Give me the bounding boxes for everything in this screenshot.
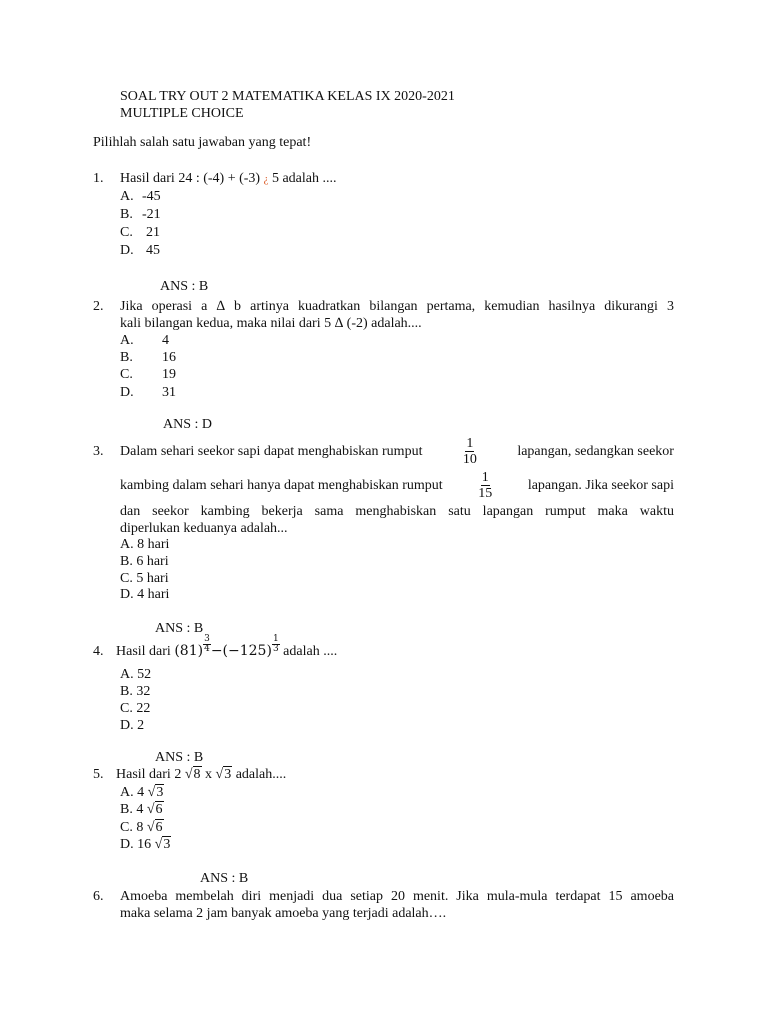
q5-option-b: B. 4 √6 <box>120 802 163 817</box>
q5-number: 5. <box>93 767 104 782</box>
q2-option-c-value: 19 <box>162 367 176 382</box>
q6-line-1: Amoeba membelah diri menjadi dua setiap 20 menit. Jika mula-mula terdapat 15 amoeba <box>120 889 674 904</box>
q1-text: Hasil dari 24 : (-4) + (-3) ¿ 5 adalah .... <box>120 171 337 186</box>
q1-option-a-value: -45 <box>142 189 161 204</box>
q5-option-a: A. 4 √3 <box>120 785 164 800</box>
q2-text <box>120 298 674 332</box>
instruction-text: Pilihlah salah satu jawaban yang tepat! <box>93 135 312 150</box>
document-subtitle: MULTIPLE CHOICE <box>120 106 244 121</box>
q1-option-c: C. <box>120 225 133 240</box>
q1-number: 1. <box>93 171 104 186</box>
q2-option-d-value: 31 <box>162 385 176 400</box>
q4-expression: (81) $\frac{3}{4}$ −(−125) $\frac{1}{3}$ <box>174 634 279 659</box>
q3-option-a: A. 8 hari <box>120 537 170 552</box>
q5-sqrt-1: √8 <box>184 767 201 782</box>
q2-option-d: D. <box>120 385 134 400</box>
q3-line-2: kambing dalam sehari hanya dapat menghabiskan rumput $\frac{1}{15}$ lapangan. Jika seekor sapi <box>120 469 674 501</box>
q2-answer: ANS : D <box>163 417 213 432</box>
q3-option-d: D. 4 hari <box>120 587 170 602</box>
q2-line-2: kali bilangan kedua, maka nilai dari 5 ∆ (-2) adalah.... <box>120 316 422 331</box>
q3-option-c: C. 5 hari <box>120 571 169 586</box>
q1-option-a: A. <box>120 189 134 204</box>
q1-option-b-value: -21 <box>142 207 161 222</box>
q3-answer: ANS : B <box>155 621 204 636</box>
q3-line-4: diperlukan keduanya adalah... <box>120 521 288 536</box>
q4-option-d: D. 2 <box>120 718 145 733</box>
q3-fraction-1: $\frac{1}{10}$ <box>462 435 477 467</box>
q4-exponent-1: $\frac{3}{4}$ <box>204 634 210 654</box>
q3-text-continued <box>120 503 674 537</box>
q5-text: Hasil dari 2 √8 x √3 adalah.... <box>116 767 287 782</box>
q6-number: 6. <box>93 889 104 904</box>
q2-option-a: A. <box>120 333 134 348</box>
q2-option-a-value: 4 <box>162 333 169 348</box>
q5-sqrt-2: √3 <box>215 767 232 782</box>
q1-option-c-value: 21 <box>146 225 160 240</box>
q5-option-c: C. 8 √6 <box>120 820 163 835</box>
q1-option-d: D. <box>120 243 134 258</box>
q4-number: 4. <box>93 644 104 659</box>
q3-line-3: dan seekor kambing bekerja sama menghabiskan satu lapangan rumput maka waktu <box>120 504 674 519</box>
q2-option-c: C. <box>120 367 133 382</box>
q2-line-1: Jika operasi a ∆ b artinya kuadratkan bilangan pertama, kemudian hasilnya dikurangi 3 <box>120 299 674 314</box>
q1-option-d-value: 45 <box>146 243 160 258</box>
q4-option-a: A. 52 <box>120 667 152 682</box>
q2-number: 2. <box>93 299 104 314</box>
q3-line-1: Dalam sehari seekor sapi dapat menghabiskan rumput $\frac{1}{10}$ lapangan, sedangkan seekor <box>120 435 674 467</box>
document-title: SOAL TRY OUT 2 MATEMATIKA KELAS IX 2020-2021 <box>120 89 455 104</box>
q1-marker: ¿ <box>263 173 269 185</box>
q2-option-b-value: 16 <box>162 350 176 365</box>
q3-option-b: B. 6 hari <box>120 554 169 569</box>
q5-option-d: D. 16 √3 <box>120 837 171 852</box>
q4-text: Hasil dari (81) $\frac{3}{4}$ −(−125) $\frac{1}{3}$ adalah .... <box>116 634 338 659</box>
q1-option-b: B. <box>120 207 133 222</box>
q1-answer: ANS : B <box>160 279 209 294</box>
q4-option-b: B. 32 <box>120 684 151 699</box>
q4-answer: ANS : B <box>155 750 204 765</box>
q3-fraction-2: $\frac{1}{15}$ <box>478 469 493 501</box>
q5-answer: ANS : B <box>200 871 249 886</box>
q6-text <box>120 888 674 922</box>
q4-exponent-2: $\frac{1}{3}$ <box>272 634 279 654</box>
q6-line-2: maka selama 2 jam banyak amoeba yang terjadi adalah…. <box>120 906 447 921</box>
q2-option-b: B. <box>120 350 133 365</box>
q4-option-c: C. 22 <box>120 701 151 716</box>
q3-number: 3. <box>93 444 104 459</box>
